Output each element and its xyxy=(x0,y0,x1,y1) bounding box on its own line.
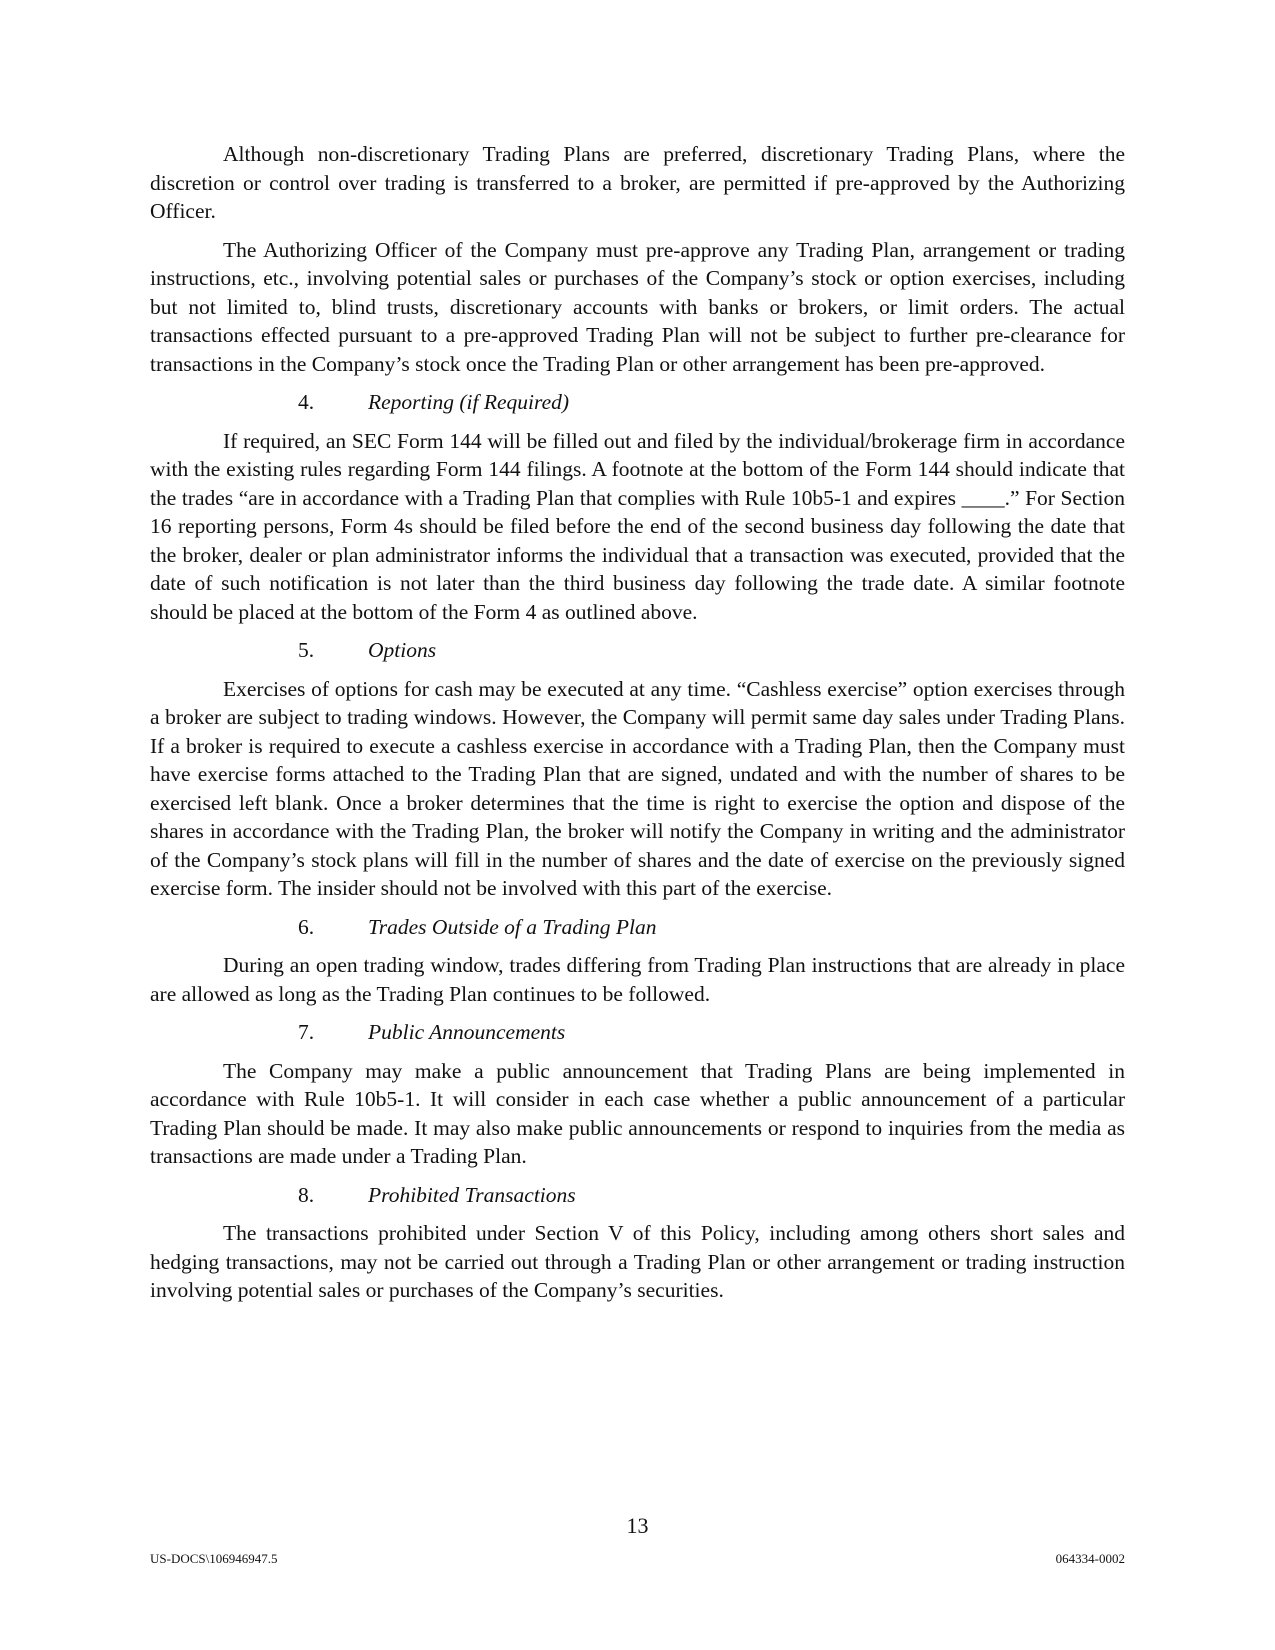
section-heading-trades-outside xyxy=(150,913,1125,942)
footer-document-id: US-DOCS\106946947.5 xyxy=(150,1551,278,1566)
section-heading-public-announcements xyxy=(150,1018,1125,1047)
section-heading-options xyxy=(150,636,1125,665)
section-heading-reporting xyxy=(150,388,1125,417)
section-heading-prohibited-transactions xyxy=(150,1181,1125,1210)
section-title: Options xyxy=(368,638,437,662)
section-body-reporting: If required, an SEC Form 144 will be filled out and filed by the individual/brokerage firm in accordance with the existing rules regarding Form 144 filings. A footnote at the bottom of the Form 144 should indicate that the trades “are in accordance with a Trading Plan that complies with Rule 10b5-1 and expires ____.” For Section 16 reporting persons, Form 4s should be filed before the end of the second business day following the date that the broker, dealer or plan administrator informs the individual that a transaction was executed, provided that the date of such notification is not later than the third business day following the trade date. A similar footnote should be placed at the bottom of the Form 4 as outlined above. xyxy=(150,428,1125,624)
section-title: Public Announcements xyxy=(368,1020,566,1044)
section-number: 4. xyxy=(298,390,315,414)
section-body-options: Exercises of options for cash may be executed at any time. “Cashless exercise” option exercises through a broker are subject to trading windows. However, the Company will permit same day sales under Trading Plans. If a broker is required to execute a cashless exercise in accordance with a Trading Plan, then the Company must have exercise forms attached to the Trading Plan that are signed, undated and with the number of shares to be exercised left blank. Once a broker determines that the time is right to exercise the option and dispose of the shares in accordance with the Trading Plan, the broker will notify the Company in writing and the administrator of the Company’s stock plans will fill in the number of shares and the date of exercise on the previously signed exercise form. The insider should not be involved with this part of the exercise. xyxy=(150,676,1125,900)
section-title: Prohibited Transactions xyxy=(368,1182,576,1207)
footer-matter-number: 064334-0002 xyxy=(1055,1551,1125,1566)
section-body-trades-outside: During an open trading window, trades differing from Trading Plan instructions that are already in place are allowed as long as the Trading Plan continues to be followed. xyxy=(150,953,1125,1006)
paragraph-discretionary-plans: Although non-discretionary Trading Plans are preferred, discretionary Trading Plans, where the discretion or control over trading is transferred to a broker, are permitted if pre-approved by the Authorizing Officer. xyxy=(150,142,1125,223)
paragraph-pre-approval: The Authorizing Officer of the Company must pre-approve any Trading Plan, arrangement or trading instructions, etc., involving potential sales or purchases of the Company’s stock or option exercises, including but not limited to, blind trusts, discretionary accounts with banks or brokers, or limit orders. The actual transactions effected pursuant to a pre-approved Trading Plan will not be subject to further pre-clearance for transactions in the Company’s stock once the Trading Plan or other arrangement has been pre-approved. xyxy=(150,237,1125,376)
section-body-prohibited-transactions: The transactions prohibited under Section V of this Policy, including among others short sales and hedging transactions, may not be carried out through a Trading Plan or other arrangement or trading instruction involving potential sales or purchases of the Company’s securities. xyxy=(150,1221,1125,1302)
section-title: Trades Outside of a Trading Plan xyxy=(368,914,657,939)
section-title: Reporting (if Required) xyxy=(368,390,570,414)
page-number: 13 xyxy=(626,1513,649,1538)
section-number: 7. xyxy=(298,1020,315,1044)
document-body xyxy=(150,140,1125,1315)
section-number: 8. xyxy=(298,1182,315,1207)
section-number: 6. xyxy=(298,914,315,939)
section-number: 5. xyxy=(298,638,315,662)
section-body-public-announcements: The Company may make a public announcement that Trading Plans are being implemented in accordance with Rule 10b5-1. It will consider in each case whether a public announcement of a particular Trading Plan should be made. It may also make public announcements or respond to inquiries from the media as transactions are made under a Trading Plan. xyxy=(150,1058,1125,1168)
